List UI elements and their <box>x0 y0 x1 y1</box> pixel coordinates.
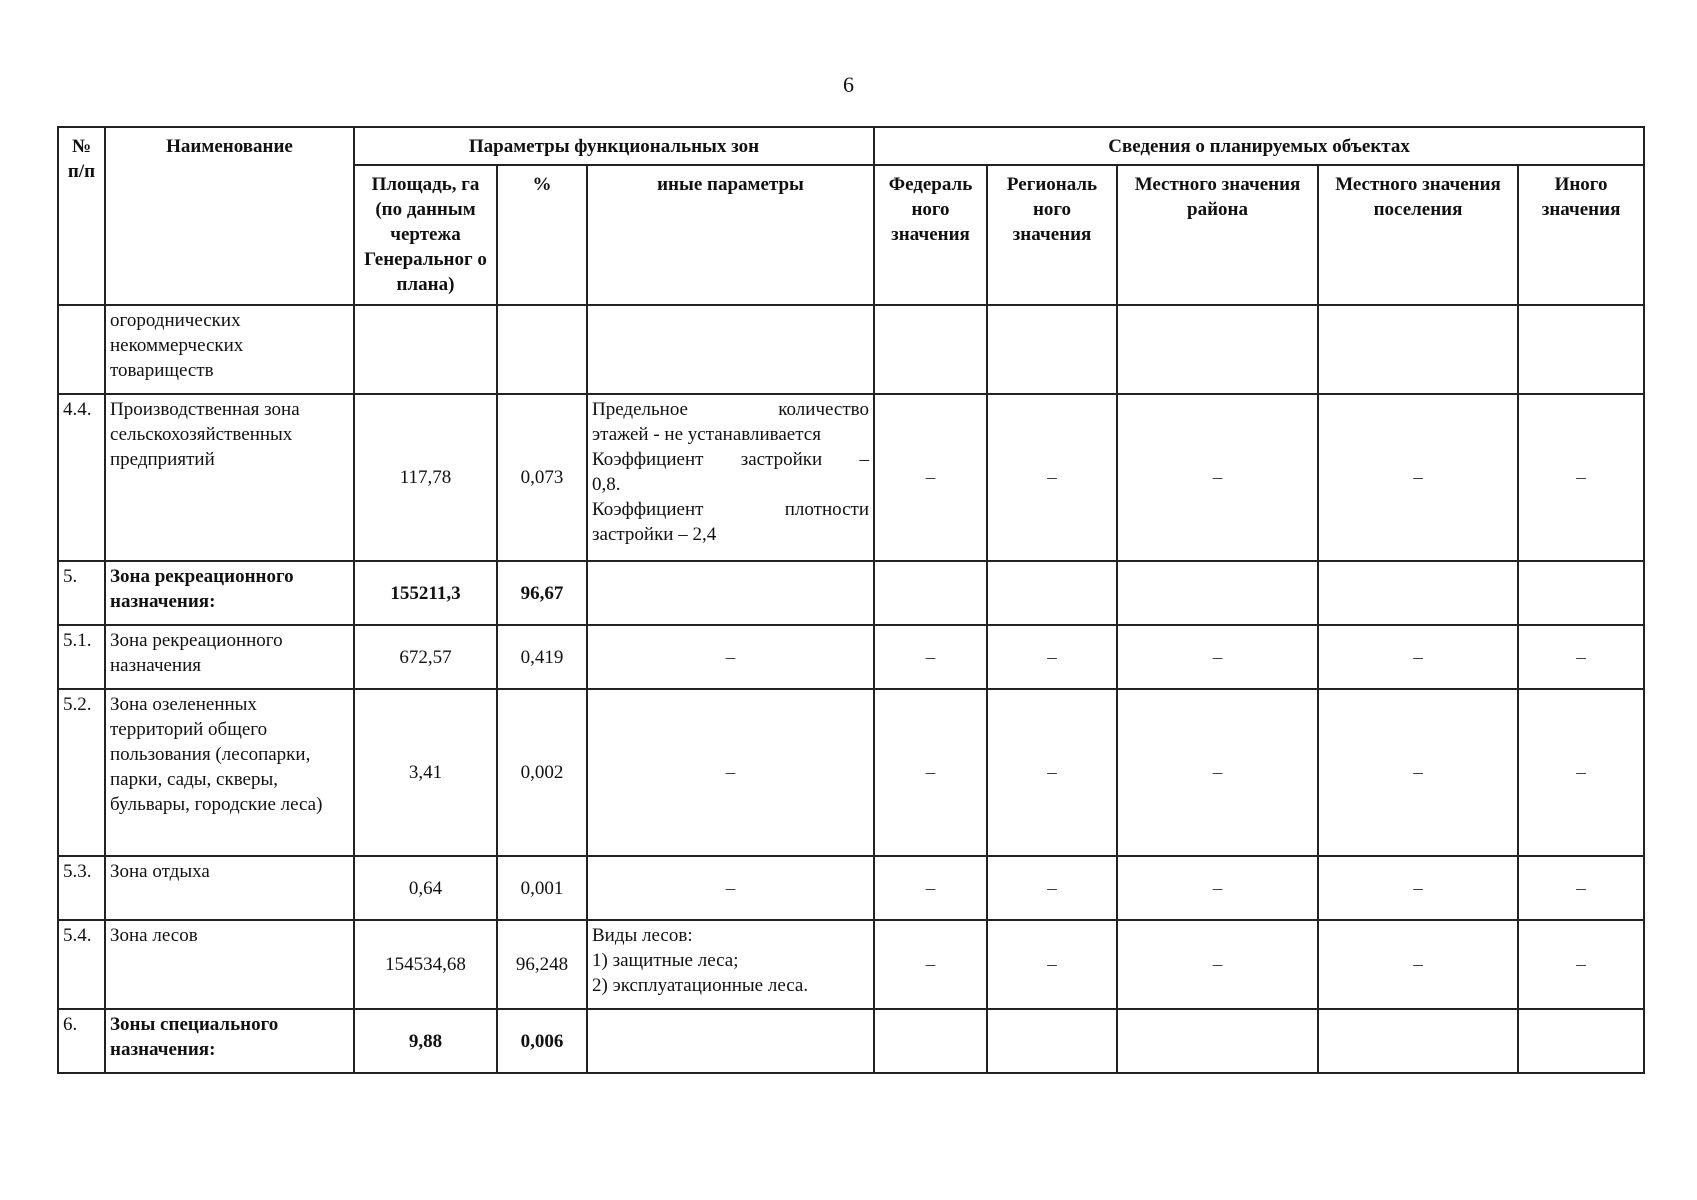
row-num: 5.2. <box>58 689 105 856</box>
row-params <box>587 561 874 625</box>
table-row <box>58 689 1644 856</box>
param-line: 2) эксплуатационные леса. <box>592 975 809 996</box>
row-federal: – <box>874 856 987 920</box>
param-line: Предельное количество <box>592 399 869 420</box>
row-other: – <box>1518 689 1644 856</box>
row-name: Зона лесов <box>105 920 354 1009</box>
row-name: Зона рекреационного назначения <box>105 625 354 689</box>
header-regional: Региональ ного значения <box>987 165 1117 305</box>
row-settlement <box>1318 1009 1518 1073</box>
row-settlement <box>1318 561 1518 625</box>
header-num: № п/п <box>58 127 105 305</box>
row-name: Зона озелененных территорий общего пользования (лесопарки, парки, сады, скверы, бульвары, городские леса) <box>105 689 354 856</box>
row-params: – <box>587 856 874 920</box>
row-district <box>1117 305 1318 394</box>
table-row <box>58 1009 1644 1073</box>
param-line: застройки – 2,4 <box>592 524 717 545</box>
row-federal <box>874 1009 987 1073</box>
functional-zones-table <box>57 126 1645 1074</box>
table-row <box>58 561 1644 625</box>
row-federal <box>874 305 987 394</box>
row-name: Зона рекреационного назначения: <box>105 561 354 625</box>
row-params <box>587 920 874 1009</box>
row-area: 154534,68 <box>354 920 497 1009</box>
row-name: Зоны специального назначения: <box>105 1009 354 1073</box>
row-regional: – <box>987 394 1117 561</box>
row-num: 6. <box>58 1009 105 1073</box>
row-percent: 0,006 <box>497 1009 587 1073</box>
table-row <box>58 920 1644 1009</box>
row-area: 672,57 <box>354 625 497 689</box>
param-line: 1) защитные леса; <box>592 950 739 971</box>
row-params: – <box>587 625 874 689</box>
row-num: 5.1. <box>58 625 105 689</box>
param-line: Коэффициент плотности <box>592 499 869 520</box>
row-area: 155211,3 <box>354 561 497 625</box>
row-federal: – <box>874 689 987 856</box>
row-federal <box>874 561 987 625</box>
header-percent: % <box>497 165 587 305</box>
row-area: 0,64 <box>354 856 497 920</box>
table-row <box>58 394 1644 561</box>
row-district: – <box>1117 394 1318 561</box>
row-params <box>587 394 874 561</box>
param-line: этажей - не устанавливается <box>592 424 821 445</box>
row-other <box>1518 1009 1644 1073</box>
row-area: 117,78 <box>354 394 497 561</box>
row-num: 5.4. <box>58 920 105 1009</box>
row-regional: – <box>987 625 1117 689</box>
row-name: Зона отдыха <box>105 856 354 920</box>
row-params: – <box>587 689 874 856</box>
row-federal: – <box>874 394 987 561</box>
header-federal: Федераль ного значения <box>874 165 987 305</box>
param-line: 0,8. <box>592 474 621 495</box>
row-percent: 96,248 <box>497 920 587 1009</box>
row-percent: 0,002 <box>497 689 587 856</box>
row-percent: 0,073 <box>497 394 587 561</box>
param-line: Коэффициент застройки – <box>592 449 869 470</box>
row-settlement: – <box>1318 625 1518 689</box>
row-district: – <box>1117 920 1318 1009</box>
row-federal: – <box>874 920 987 1009</box>
table-row <box>58 856 1644 920</box>
row-num: 4.4. <box>58 394 105 561</box>
row-settlement: – <box>1318 856 1518 920</box>
row-other: – <box>1518 625 1644 689</box>
row-params <box>587 305 874 394</box>
header-group-objects: Сведения о планируемых объектах <box>874 127 1644 165</box>
row-area: 9,88 <box>354 1009 497 1073</box>
row-settlement: – <box>1318 394 1518 561</box>
row-other: – <box>1518 920 1644 1009</box>
row-area <box>354 305 497 394</box>
header-other-params: иные параметры <box>587 165 874 305</box>
row-district <box>1117 1009 1318 1073</box>
row-regional <box>987 1009 1117 1073</box>
row-other: – <box>1518 856 1644 920</box>
param-line: Виды лесов: <box>592 925 693 946</box>
row-num: 5.3. <box>58 856 105 920</box>
header-group-params: Параметры функциональных зон <box>354 127 874 165</box>
row-percent: 0,001 <box>497 856 587 920</box>
row-district <box>1117 561 1318 625</box>
row-num <box>58 305 105 394</box>
row-other <box>1518 305 1644 394</box>
row-regional: – <box>987 689 1117 856</box>
page-number: 6 <box>843 72 854 97</box>
row-federal: – <box>874 625 987 689</box>
row-percent: 0,419 <box>497 625 587 689</box>
row-name: огороднических некоммерческих товариществ <box>105 305 354 394</box>
row-regional <box>987 561 1117 625</box>
row-params <box>587 1009 874 1073</box>
header-area: Площадь, га (по данным чертежа Генеральног о плана) <box>354 165 497 305</box>
header-local-district: Местного значения района <box>1117 165 1318 305</box>
row-district: – <box>1117 689 1318 856</box>
row-area: 3,41 <box>354 689 497 856</box>
header-local-settlement: Местного значения поселения <box>1318 165 1518 305</box>
row-regional: – <box>987 920 1117 1009</box>
row-regional <box>987 305 1117 394</box>
row-percent: 96,67 <box>497 561 587 625</box>
row-other <box>1518 561 1644 625</box>
row-district: – <box>1117 856 1318 920</box>
row-settlement <box>1318 305 1518 394</box>
row-settlement: – <box>1318 920 1518 1009</box>
row-other: – <box>1518 394 1644 561</box>
row-district: – <box>1117 625 1318 689</box>
row-regional: – <box>987 856 1117 920</box>
table-row <box>58 625 1644 689</box>
table-row <box>58 305 1644 394</box>
row-num: 5. <box>58 561 105 625</box>
row-percent <box>497 305 587 394</box>
row-name: Производственная зона сельскохозяйственных предприятий <box>105 394 354 561</box>
row-settlement: – <box>1318 689 1518 856</box>
header-name: Наименование <box>105 127 354 305</box>
header-other-value: Иного значения <box>1518 165 1644 305</box>
